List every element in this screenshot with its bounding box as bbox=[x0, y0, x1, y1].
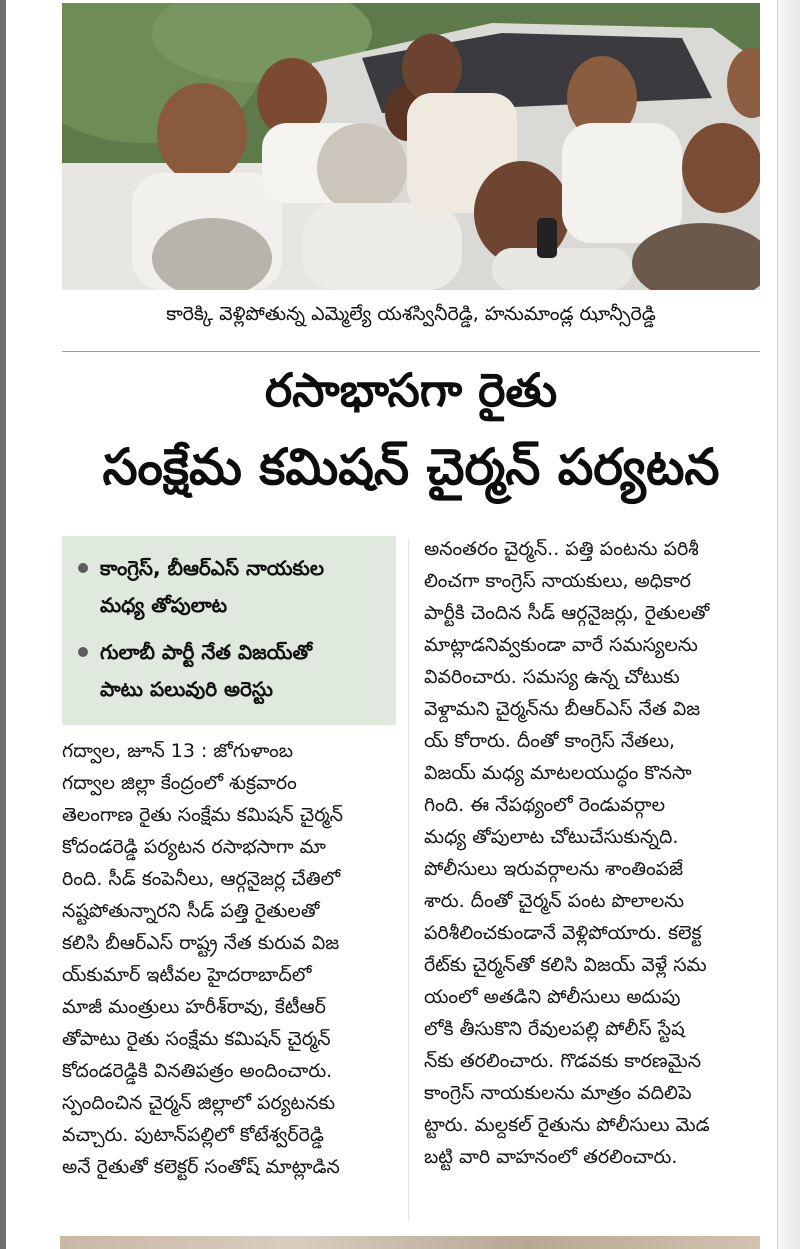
body-line: మాజీ మంత్రులు హరీశ్‌రావు, కేటీఆర్ bbox=[62, 996, 326, 1018]
highlight-line: కాంగ్రెస్, బీఆర్ఎస్ నాయకుల bbox=[100, 556, 325, 580]
caption-divider bbox=[62, 351, 760, 352]
body-line: ట్టారు. మల్దకల్ రైతును పోలీసులు మెడ bbox=[424, 1114, 710, 1136]
body-line: అనే రైతుతో కలెక్టర్ సంతోష్ మాట్లాడిన bbox=[62, 1156, 340, 1178]
body-line: కాంగ్రెస్ నాయకులను మాత్రం వదిలిపె bbox=[424, 1082, 692, 1104]
body-line: పార్టీకి చెందిన సీడ్ ఆర్గనైజర్లు, రైతులతో bbox=[424, 602, 710, 624]
body-line: పరిశీలించకుండానే వెళ్లిపోయారు. కలెక్ట bbox=[424, 922, 702, 944]
news-photo bbox=[62, 3, 760, 290]
crowd-at-car-image bbox=[62, 3, 760, 290]
page-edge-left bbox=[0, 0, 6, 1249]
body-line: వివరించారు. సమస్య ఉన్న చోటుకు bbox=[424, 666, 680, 688]
headline-line-1: రసాభాసగా రైతు bbox=[264, 363, 558, 417]
body-line: య్ కోరారు. దీంతో కాంగ్రెస్ నేతలు, bbox=[424, 730, 676, 752]
column-divider bbox=[408, 540, 409, 1220]
highlight-line: గులాబీ పార్టీ నేత విజయ్‌తో bbox=[100, 640, 312, 664]
highlight-item bbox=[78, 550, 384, 624]
body-line: గింది. ఈ నేపథ్యంలో రెండువర్గాల bbox=[424, 794, 666, 816]
highlight-line: పాటు పలువురి అరెస్టు bbox=[100, 677, 273, 701]
body-line: గద్వాల, జూన్ 13 : జోగుళాంబ bbox=[62, 740, 294, 762]
body-line: కోదండరెడ్డికి వినతిపత్రం అందించారు. bbox=[62, 1060, 333, 1082]
headline-line-2: సంక్షేమ కమిషన్ చైర్మన్ పర్యటన bbox=[102, 438, 720, 496]
body-line: బట్టి వారి వాహనంలో తరలించారు. bbox=[424, 1146, 678, 1168]
highlight-text bbox=[100, 634, 312, 708]
body-line: విజయ్ మధ్య మాటలయుద్ధం కొనసా bbox=[424, 762, 692, 784]
highlight-text bbox=[100, 550, 324, 624]
body-line: శారు. దీంతో చైర్మన్ పంట పొలాలను bbox=[424, 890, 685, 912]
next-article-edge bbox=[60, 1236, 760, 1249]
body-line: మాట్లాడనివ్వకుండా వారే సమస్యలను bbox=[424, 634, 698, 656]
body-line: పోలీసులు ఇరువర్గాలను శాంతింపజే bbox=[424, 858, 684, 880]
body-line: కోదండరెడ్డి పర్యటన రసాభసాగా మా bbox=[62, 836, 326, 858]
body-line: తెలంగాణ రైతు సంక్షేమ కమిషన్ చైర్మన్ bbox=[62, 804, 344, 826]
body-line: స్పందించిన చైర్మన్ జిల్లాలో పర్యటనకు bbox=[62, 1092, 336, 1114]
body-line: నష్టపోతున్నారని సీడ్ పత్తి రైతులతో bbox=[62, 900, 320, 922]
body-line: తోపాటు రైతు సంక్షేమ కమిషన్ చైర్మన్ bbox=[62, 1028, 331, 1050]
body-line: అనంతరం చైర్మన్.. పత్తి పంటను పరిశీ bbox=[424, 538, 699, 560]
body-line: గద్వాల జిల్లా కేంద్రంలో శుక్రవారం bbox=[62, 772, 297, 794]
body-line: లించగా కాంగ్రెస్ నాయకులు, అధికార bbox=[424, 570, 691, 592]
body-line: రేట్‌కు చైర్మన్‌తో కలిసి విజయ్ వెళ్లే సమ bbox=[424, 954, 707, 976]
photo-caption: కారెక్కి వెళ్లిపోతున్న ఎమ్మెల్యే యశస్వినీరెడ్డి, హనుమాండ్ల ఝాన్సీరెడ్డి bbox=[166, 303, 656, 325]
bullet-icon bbox=[78, 647, 88, 657]
body-line: యంలో అతడిని పోలీసులు అదుపు bbox=[424, 986, 681, 1008]
article-body-right-column bbox=[424, 533, 760, 1173]
body-line: రింది. సీడ్ కంపెనీలు, ఆర్గనైజర్ల చేతిలో bbox=[62, 868, 341, 890]
highlights-box bbox=[62, 536, 396, 725]
highlight-item bbox=[78, 634, 384, 708]
headline bbox=[62, 358, 760, 508]
bullet-icon bbox=[78, 563, 88, 573]
body-line: య్‌కుమార్ ఇటీవల హైదరాబాద్‌లో bbox=[62, 964, 312, 986]
body-line: మధ్య తోపులాట చోటుచేసుకున్నది. bbox=[424, 826, 679, 848]
highlight-line: మధ్య తోపులాట bbox=[100, 593, 228, 617]
body-line: లోకి తీసుకొని రేవులపల్లి పోలీస్ స్టేష bbox=[424, 1018, 685, 1040]
page-edge-right bbox=[777, 0, 800, 1249]
body-line: వెళ్దామని చైర్మన్‌ను బీఆర్ఎస్ నేత విజ bbox=[424, 698, 701, 720]
body-line: న్‌కు తరలించారు. గొడవకు కారణమైన bbox=[424, 1050, 702, 1072]
body-line: వచ్చారు. పుటాన్‌పల్లిలో కోటేశ్వర్‌రెడ్డి bbox=[62, 1124, 324, 1146]
article-body-left-column bbox=[62, 735, 392, 1183]
body-line: కలిసి బీఆర్ఎస్ రాష్ట్ర నేత కురువ విజ bbox=[62, 932, 340, 954]
